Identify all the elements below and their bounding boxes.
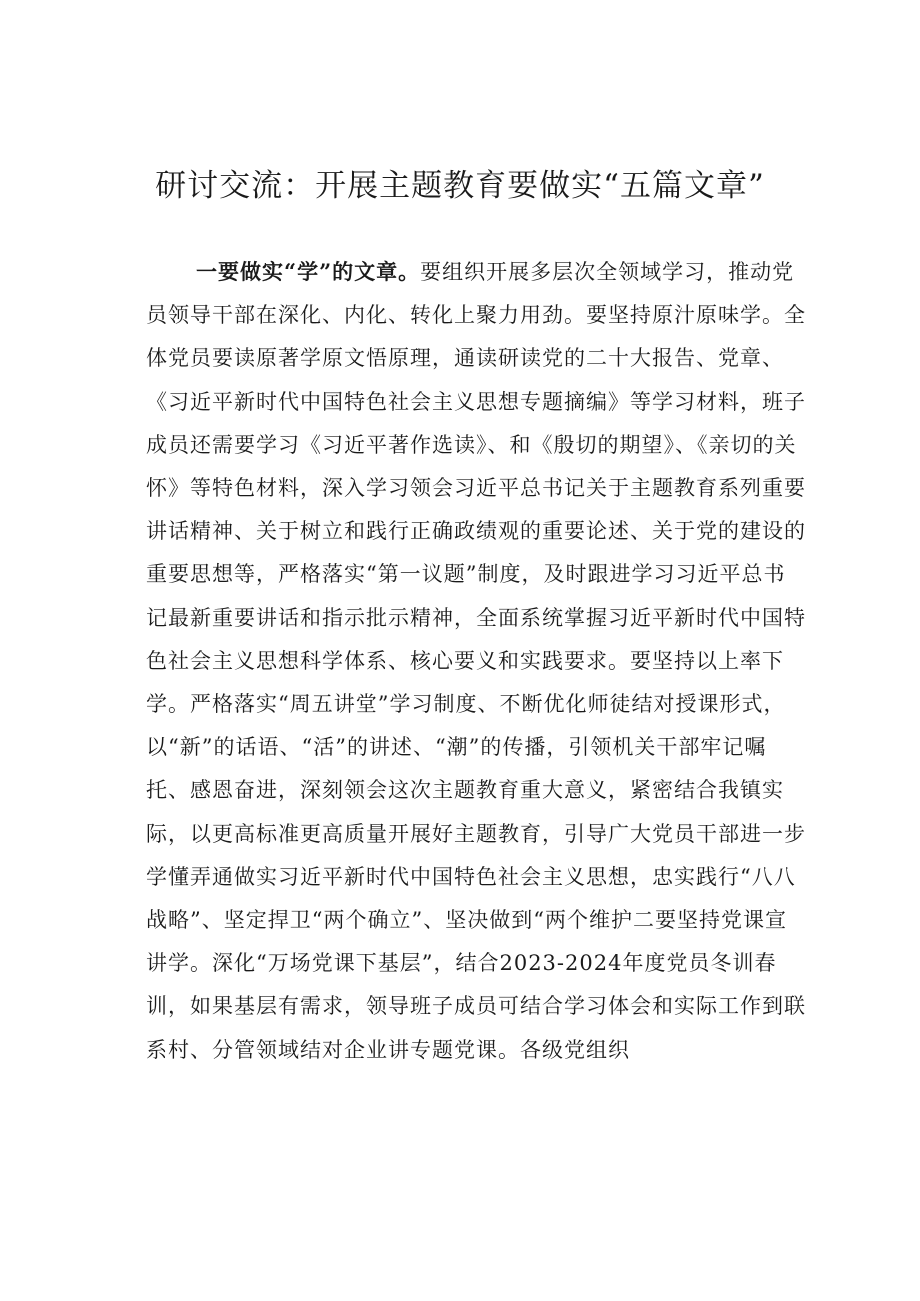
body-paragraph [146,250,806,1072]
document-title: 研讨交流：开展主题教育要做实“五篇文章” [155,168,765,204]
paragraph-text: 要组织开展多层次全领域学习，推动党员领导干部在深化、内化、转化上聚力用劲。要坚持原汁原味学。全体党员要读原著学原文悟原理，通读研读党的二十大报告、党章、《习近平新时代中国特色社会主义思想专题摘编》等学习材料，班子成员还需要学习《习近平著作选读》、和《殷切的期望》、《亲切的关怀》等特色材料，深入学习领会习近平总书记关于主题教育系列重要讲话精神、关于树立和践行正确政绩观的重要论述、关于党的建设的重要思想等，严格落实“第一议题”制度，及时跟进学习习近平总书记最新重要讲话和指示批示精神，全面系统掌握习近平新时代中国特色社会主义思想科学体系、核心要义和实践要求。要坚持以上率下学。严格落实“周五讲堂”学习制度、不断优化师徒结对授课形式，以“新”的话语、“活”的讲述、“潮”的传播，引领机关干部牢记嘱托、感恩奋进，深刻领会这次主题教育重大意义，紧密结合我镇实际，以更高标准更高质量开展好主题教育，引导广大党员干部进一步学懂弄通做实习近平新时代中国特色社会主义思想，忠实践行“八八战略”、坚定捍卫“两个确立”、坚决做到“两个维护二要坚持党课宣讲学。深化“万场党课下基层”，结合2023-2024年度党员冬训春训，如果基层有需求，领导班子成员可结合学习体会和实际工作到联系村、分管领域结对企业讲专题党课。各级党组织 [146,260,806,1062]
paragraph-lead-heading: 一要做实“学”的文章。 [196,259,421,284]
